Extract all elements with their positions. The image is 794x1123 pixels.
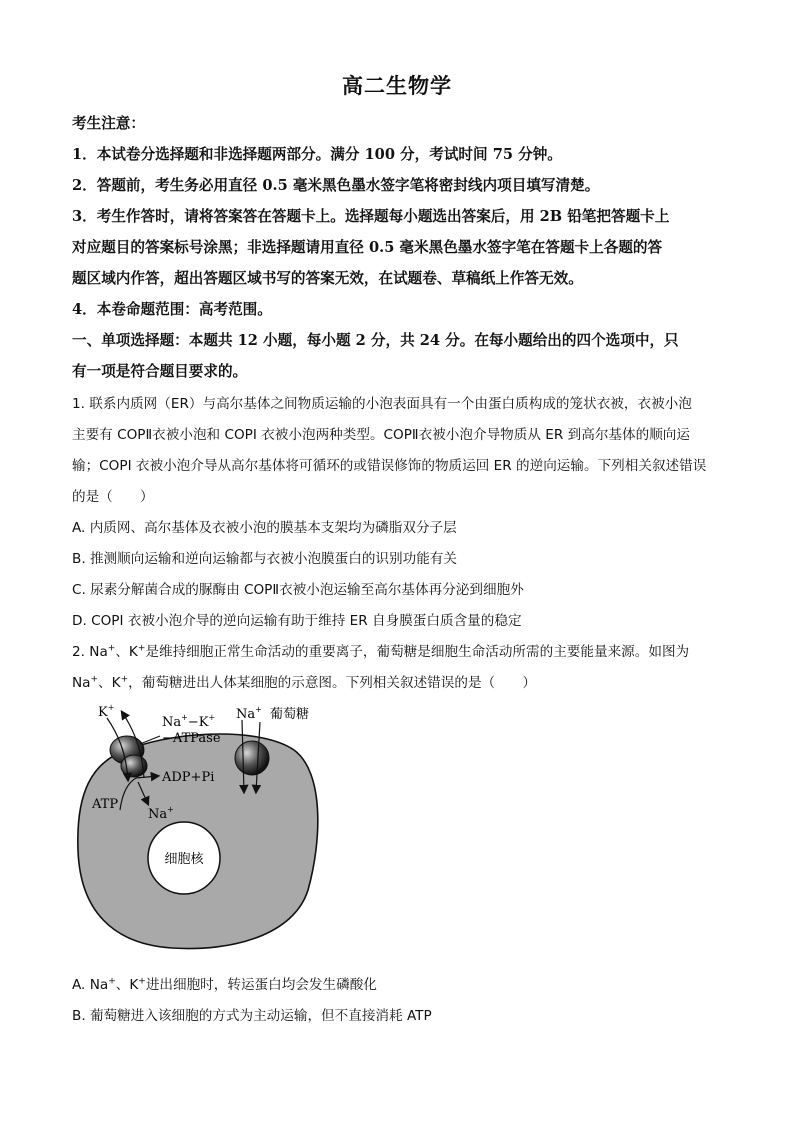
notice-item: 题区域内作答，超出答题区域书写的答案无效，在试题卷、草稿纸上作答无效。: [72, 270, 583, 287]
question-1-option-b: B. 推测顺向运输和逆向运输都与衣被小泡膜蛋白的识别功能有关: [72, 551, 457, 567]
notice-item: 3．考生作答时，请将答案答在答题卡上。选择题每小题选出答案后，用 2B 铅笔把答题卡上: [72, 208, 670, 225]
question-2-option-a: A. Na+、K+进出细胞时，转运蛋白均会发生磷酸化: [72, 976, 377, 993]
notice-item: 2．答题前，考生务必用直径 0.5 毫米黑色墨水签字笔将密封线内项目填写清楚。: [72, 177, 600, 194]
question-2-stem: Na+、K+，葡萄糖进出人体某细胞的示意图。下列相关叙述错误的是（ ）: [72, 674, 536, 691]
question-1-stem: 输；COPI 衣被小泡介导从高尔基体将可循环的或错误修饰的物质运回 ER 的逆向运输。下列相关叙述错误: [72, 458, 707, 474]
page-title: 高二生物学: [342, 73, 452, 98]
question-1-stem: 的是（ ）: [72, 489, 154, 505]
question-1-option-c: C. 尿素分解菌合成的脲酶由 COPⅡ衣被小泡运输至高尔基体再分泌到细胞外: [72, 582, 524, 598]
na-out-label: Na+: [148, 805, 174, 822]
pump-label: Na+−K+: [162, 713, 216, 730]
question-2-stem: 2. Na+、K+是维持细胞正常生命活动的重要离子，葡萄糖是细胞生命活动所需的主要能量来源。如图为: [72, 643, 690, 660]
question-2-option-b: B. 葡萄糖进入该细胞的方式为主动运输，但不直接消耗 ATP: [72, 1008, 432, 1024]
atpase-label: −ATPase: [162, 731, 221, 746]
notice-item: 对应题目的答案标号涂黑；非选择题请用直径 0.5 毫米黑色墨水签字笔在答题卡上各题的答: [72, 239, 663, 256]
question-1-option-d: D. COPI 衣被小泡介导的逆向运输有助于维持 ER 自身膜蛋白质含量的稳定: [72, 613, 522, 629]
cell-transport-diagram: [72, 700, 342, 962]
section-heading: 一、单项选择题：本题共 12 小题，每小题 2 分，共 24 分。在每小题给出的四个选项中，只: [72, 332, 679, 349]
adp-label: ADP+Pi: [162, 770, 215, 785]
glucose-label: 葡萄糖: [270, 707, 310, 722]
section-heading: 有一项是符合题目要求的。: [72, 363, 248, 380]
notice-item: 4．本卷命题范围：高考范围。: [72, 301, 272, 318]
question-1-stem: 主要有 COPⅡ衣被小泡和 COPI 衣被小泡两种类型。COPⅡ衣被小泡介导物质从 ER 到高尔基体的顺向运: [72, 427, 690, 443]
k-label: K+: [98, 703, 115, 720]
nucleus-label: 细胞核: [164, 852, 204, 867]
glucose-carrier: [235, 741, 269, 775]
notice-heading: 考生注意：: [72, 115, 145, 132]
notice-item: 1．本试卷分选择题和非选择题两部分。满分 100 分，考试时间 75 分钟。: [72, 146, 562, 163]
question-1-stem: 1. 联系内质网（ER）与高尔基体之间物质运输的小泡表面具有一个由蛋白质构成的笼状衣被，衣被小泡: [72, 396, 692, 412]
atp-label: ATP: [92, 797, 119, 812]
question-1-option-a: A. 内质网、高尔基体及衣被小泡的膜基本支架均为磷脂双分子层: [72, 520, 457, 536]
na-label: Na+: [236, 705, 262, 722]
